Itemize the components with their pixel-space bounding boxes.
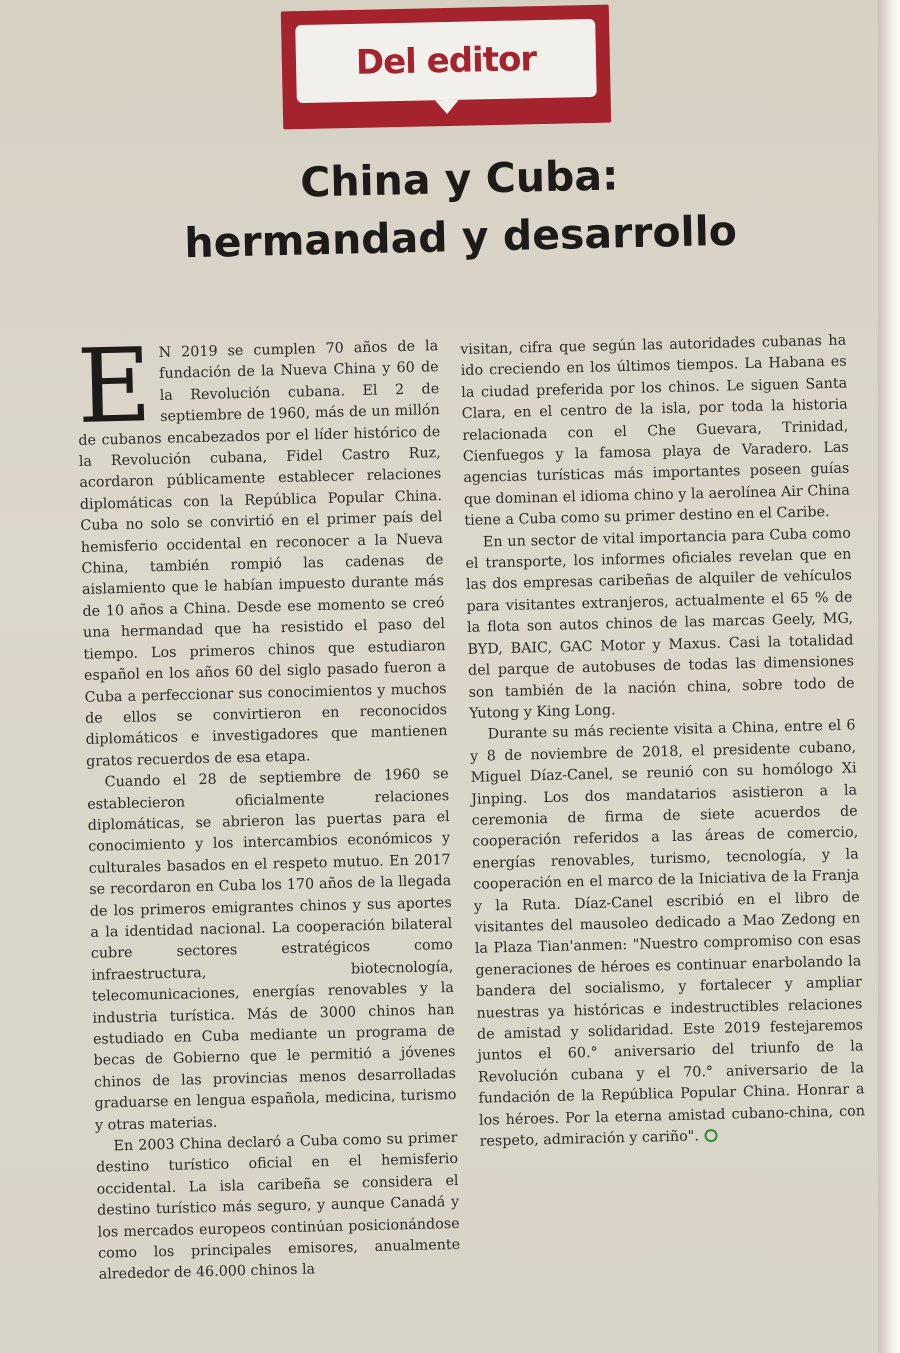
end-of-article-icon bbox=[705, 1129, 718, 1142]
section-label: Del editor bbox=[355, 39, 537, 83]
title-line-1: China y Cuba: bbox=[299, 151, 619, 207]
paragraph: Cuando el 28 de septiembre de 1960 se establecieron oficialmente relaciones diplomáticas, se abrieron las puertas para el conocimiento y los intercambios económicos y culturales basados en el respeto mutuo. En 2017 se recordaron en Cuba los 170 años de la llegada de los primeros emigrantes chinos y sus aportes a la identidad nacional. La cooperación bilateral cubre sectores estratégicos como infraestructura, biotecnología, telecomunicaciones, energías renovables y la industria turística. Más de 3000 chinos han estudiado en Cuba mediante un programa de becas de Gobierno que le permitió a jóvenes chinos de las provincias menos desarrolladas graduarse en lengua española, medicina, turismo y otras materias. bbox=[87, 766, 457, 1134]
paragraph bbox=[469, 716, 865, 1153]
paragraph: En 2003 China declaró a Cuba como su primer destino turístico oficial en el hemisferio occidental. La isla caribeña se considera el destino turístico más seguro, y aunque Canadá y los mercados europeos continúan posicionándose como los principales emisores, anualmente alrededor de 46.000 chinos la bbox=[95, 1129, 461, 1284]
paragraph: visitan, cifra que según las autoridades cubanas ha ido creciendo en los últimos tiempos. La Habana es la ciudad preferida por los chinos. Le siguen Santa Clara, en el centro de la isla, por toda la historia relacionada con el Che Guevara, Trinidad, Cienfuegos y la famosa playa de Varadero. Las agencias turísticas más importantes poseen guías que dominan el idioma chino y la aerolínea Air China tiene a Cuba como su primer destino en el Caribe. bbox=[460, 332, 850, 530]
article-column-left bbox=[75, 326, 461, 1286]
page-edge bbox=[878, 0, 900, 1353]
paragraph: En un sector de vital importancia para Cuba como el transporte, los informes oficiales revelan que en las dos empresas caribeñas de alquiler de vehículos para visitantes extranjeros, actualmente el 65 % de la flota son autos chinos de las marcas Geely, MG, BYD, BAIC, GAC Motor y Maxus. Casi la totalidad del parque de autobuses de todas las dimensiones son también de la nación china, sobre todo de Yutong y King Long. bbox=[465, 525, 855, 722]
paragraph-text: N 2019 se cumplen 70 años de la fundación de la Nueva China y 60 de la Revolución cubana. El 2 de septiembre de 1960, más de un millón de cubanos encabezados por el líder histórico de la Revolución cubana, Fidel Castro Ruz, acordaron públicamente establecer relaciones diplomáticas con la República Popular China. Cuba no solo se convirtió en el primer país del hemisferio occidental en reconocer a la Nueva China, también rompió las cadenas de aislamiento que le habían impuesto durante más de 10 años a China. Desde ese momento se creó una hermandad que ha resistido el paso del tiempo. Los primeros chinos que estudiaron español en los años 60 del siglo pasado fueron a Cuba a perfeccionar sus conocimientos y muchos de ellos se convirtieron en reconocidos diplomáticos e investigadores que mantienen gratos recuerdos de esa etapa. bbox=[78, 338, 448, 770]
paragraph-text: Durante su más reciente visita a China, entre el 6 y 8 de noviembre de 2018, el presidente cubano, Miguel Díaz-Canel, se reunió con su homólogo Xi Jinping. Los dos mandatarios asistieron a la ceremonia de firma de siete acuerdos de cooperación referidos a las áreas de comercio, energías renovables, turismo, tecnología, y la cooperación en el marco de la Iniciativa de la Franja y la Ruta. Díaz-Canel escribió en el libro de visitantes del mausoleo dedicado a Mao Zedong en la Plaza Tian'anmen: "Nuestro compromiso con esas generaciones de héroes es continuar enarbolando la bandera del socialismo, y fortalecer y ampliar nuestras ya históricas e indestructibles relaciones de amistad y solidaridad. Este 2019 festejaremos juntos el 60.° aniversario del triunfo de la Revolución cubana y el 70.° aniversario de la fundación de la República Popular China. Honrar a los héroes. Por la eterna amistad cubano-china, con respeto, admiración y cariño". bbox=[469, 717, 866, 1150]
section-header bbox=[295, 19, 597, 103]
drop-cap: E bbox=[75, 326, 153, 447]
article-column-right bbox=[460, 331, 866, 1154]
paragraph bbox=[75, 326, 448, 773]
title-line-2: hermandad y desarrollo bbox=[183, 206, 738, 268]
article-title bbox=[159, 143, 761, 273]
